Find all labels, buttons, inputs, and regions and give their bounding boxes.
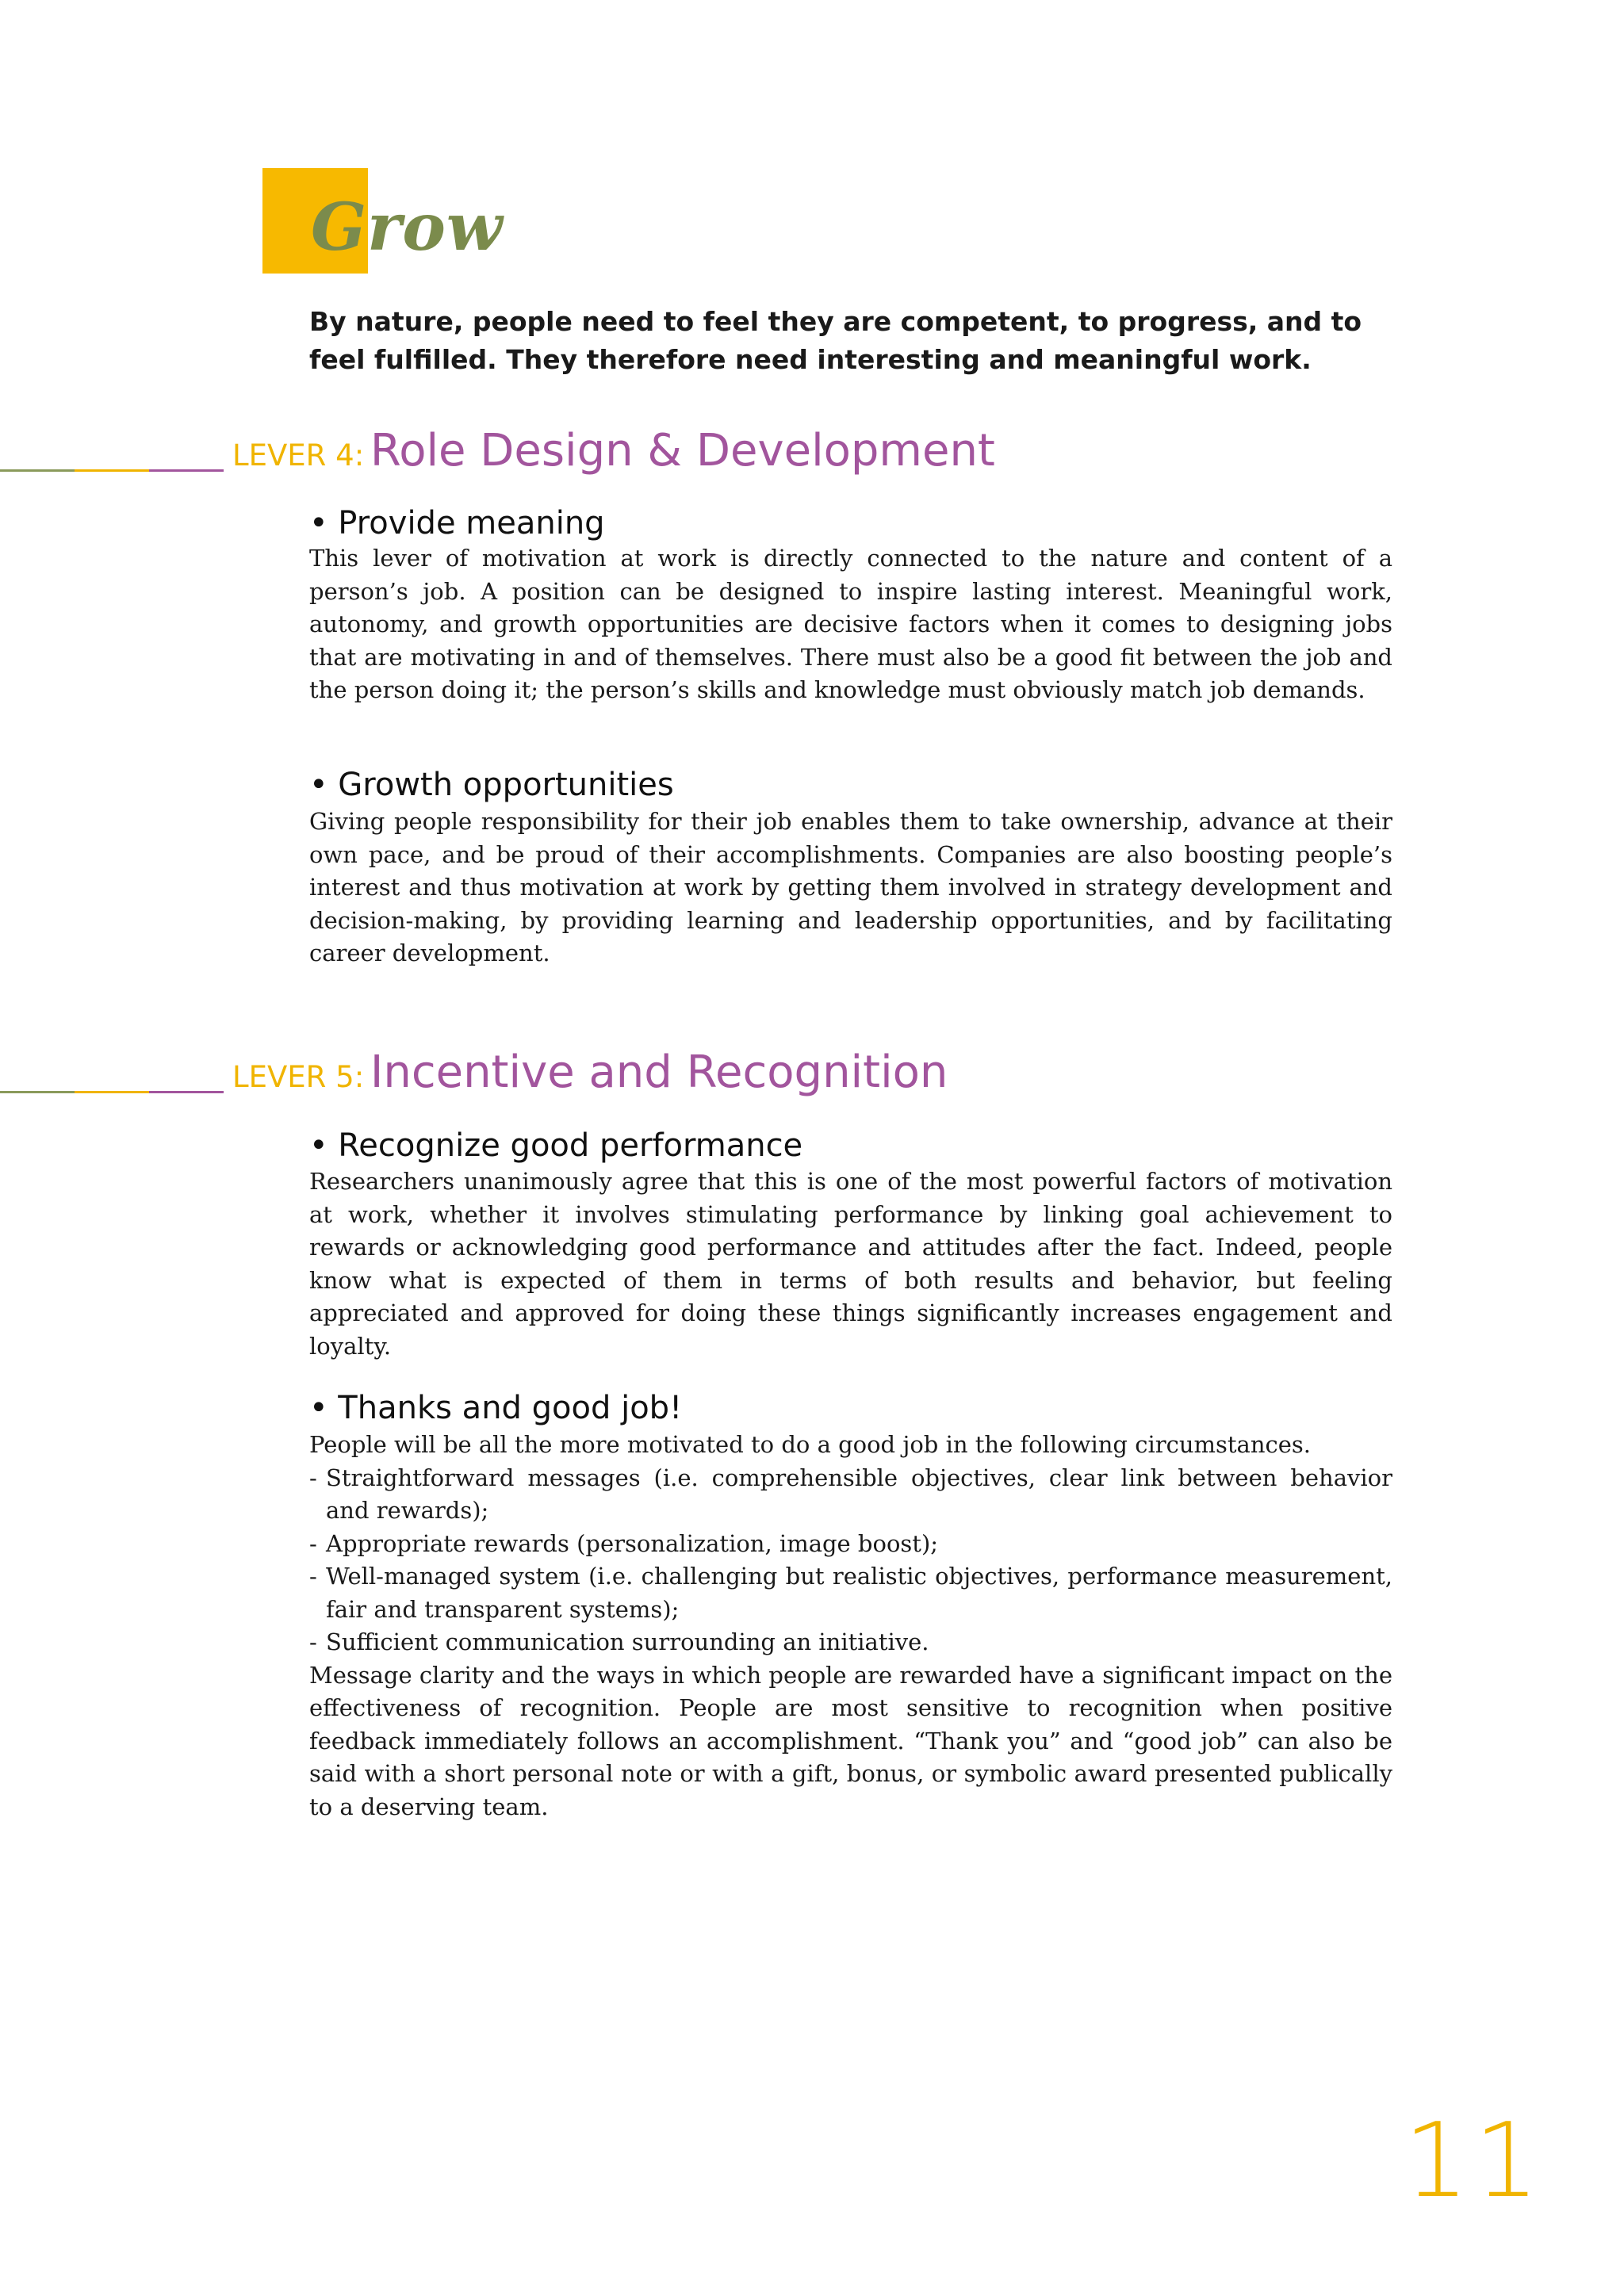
subsection-heading-recognize-good-performance: • Recognize good performance xyxy=(309,1127,803,1164)
subsection-heading-growth-opportunities: • Growth opportunities xyxy=(309,767,674,803)
lever-4-label: LEVER 4: xyxy=(232,438,365,473)
lever-5-label: LEVER 5: xyxy=(232,1060,365,1094)
lever-4-title: Role Design & Development xyxy=(370,425,995,476)
paragraph: Giving people responsibility for their job enables them to take ownership, advance at their own pace, and be proud of their accomplishments. Companies are also boosting people’s interest and thus motivation at work by getting them involved in strategy development and decision-making, by providing learning and leadership opportunities, and by facilitating career development. xyxy=(309,808,1392,966)
lever-5-heading xyxy=(232,1047,948,1098)
subsection-heading-provide-meaning: • Provide meaning xyxy=(309,505,605,541)
subsection-text-recognize-good-performance xyxy=(309,1165,1392,1363)
circumstances-list xyxy=(309,1462,1392,1659)
subsection-text-growth-opportunities xyxy=(309,806,1392,970)
list-item: - Appropriate rewards (personalization, image boost); xyxy=(309,1528,1392,1561)
paragraph: This lever of motivation at work is directly connected to the nature and content of a person’s job. A position can be designed to inspire lasting interest. Meaningful work, autonomy, and growth opportunities are decisive factors when it comes to designing jobs that are motivating in and of themselves. There must also be a good fit between the job and the person doing it; the person’s skills and knowledge must obviously match job demands. xyxy=(309,545,1392,703)
subsection-text-provide-meaning xyxy=(309,542,1392,707)
lever-5-rule xyxy=(0,1091,224,1093)
list-item: - Sufficient communication surrounding an initiative. xyxy=(309,1626,1392,1659)
closing-paragraph: Message clarity and the ways in which people are rewarded have a significant impact on the effectiveness of recognition. People are most sensitive to recognition when positive feedback immediately follows an accomplishment. “Thank you” and “good job” can also be said with a short personal note or with a gift, bonus, or symbolic award presented publically to a deserving team. xyxy=(309,1661,1392,1820)
list-item: - Straightforward messages (i.e. comprehensible objectives, clear link between behavior and rewards); xyxy=(309,1462,1392,1528)
paragraph: Researchers unanimously agree that this is one of the most powerful factors of motivation at work, whether it involves stimulating performance by linking goal achievement to rewards or acknowledging good performance and attitudes after the fact. Indeed, people know what is expected of them in terms of both results and behavior, but feeling appreciated and approved for doing these things significantly increases engagement and loyalty. xyxy=(309,1168,1392,1360)
lever-5-title: Incentive and Recognition xyxy=(370,1047,948,1098)
lever-4-heading xyxy=(232,425,995,476)
section-title: Grow xyxy=(311,189,504,266)
page-number: 11 xyxy=(1404,2100,1545,2221)
subsection-text-thanks-and-good-job xyxy=(309,1429,1392,1823)
lead-paragraph: People will be all the more motivated to do a good job in the following circumstances. xyxy=(309,1431,1312,1458)
list-item: - Well-managed system (i.e. challenging but realistic objectives, performance measurement, fair and transparent systems); xyxy=(309,1560,1392,1626)
lever-4-rule xyxy=(0,469,224,472)
section-intro: By nature, people need to feel they are competent, to progress, and to feel fulfilled. They therefore need interesting and meaningful work. xyxy=(309,306,1362,375)
subsection-heading-thanks-and-good-job: • Thanks and good job! xyxy=(309,1390,683,1426)
